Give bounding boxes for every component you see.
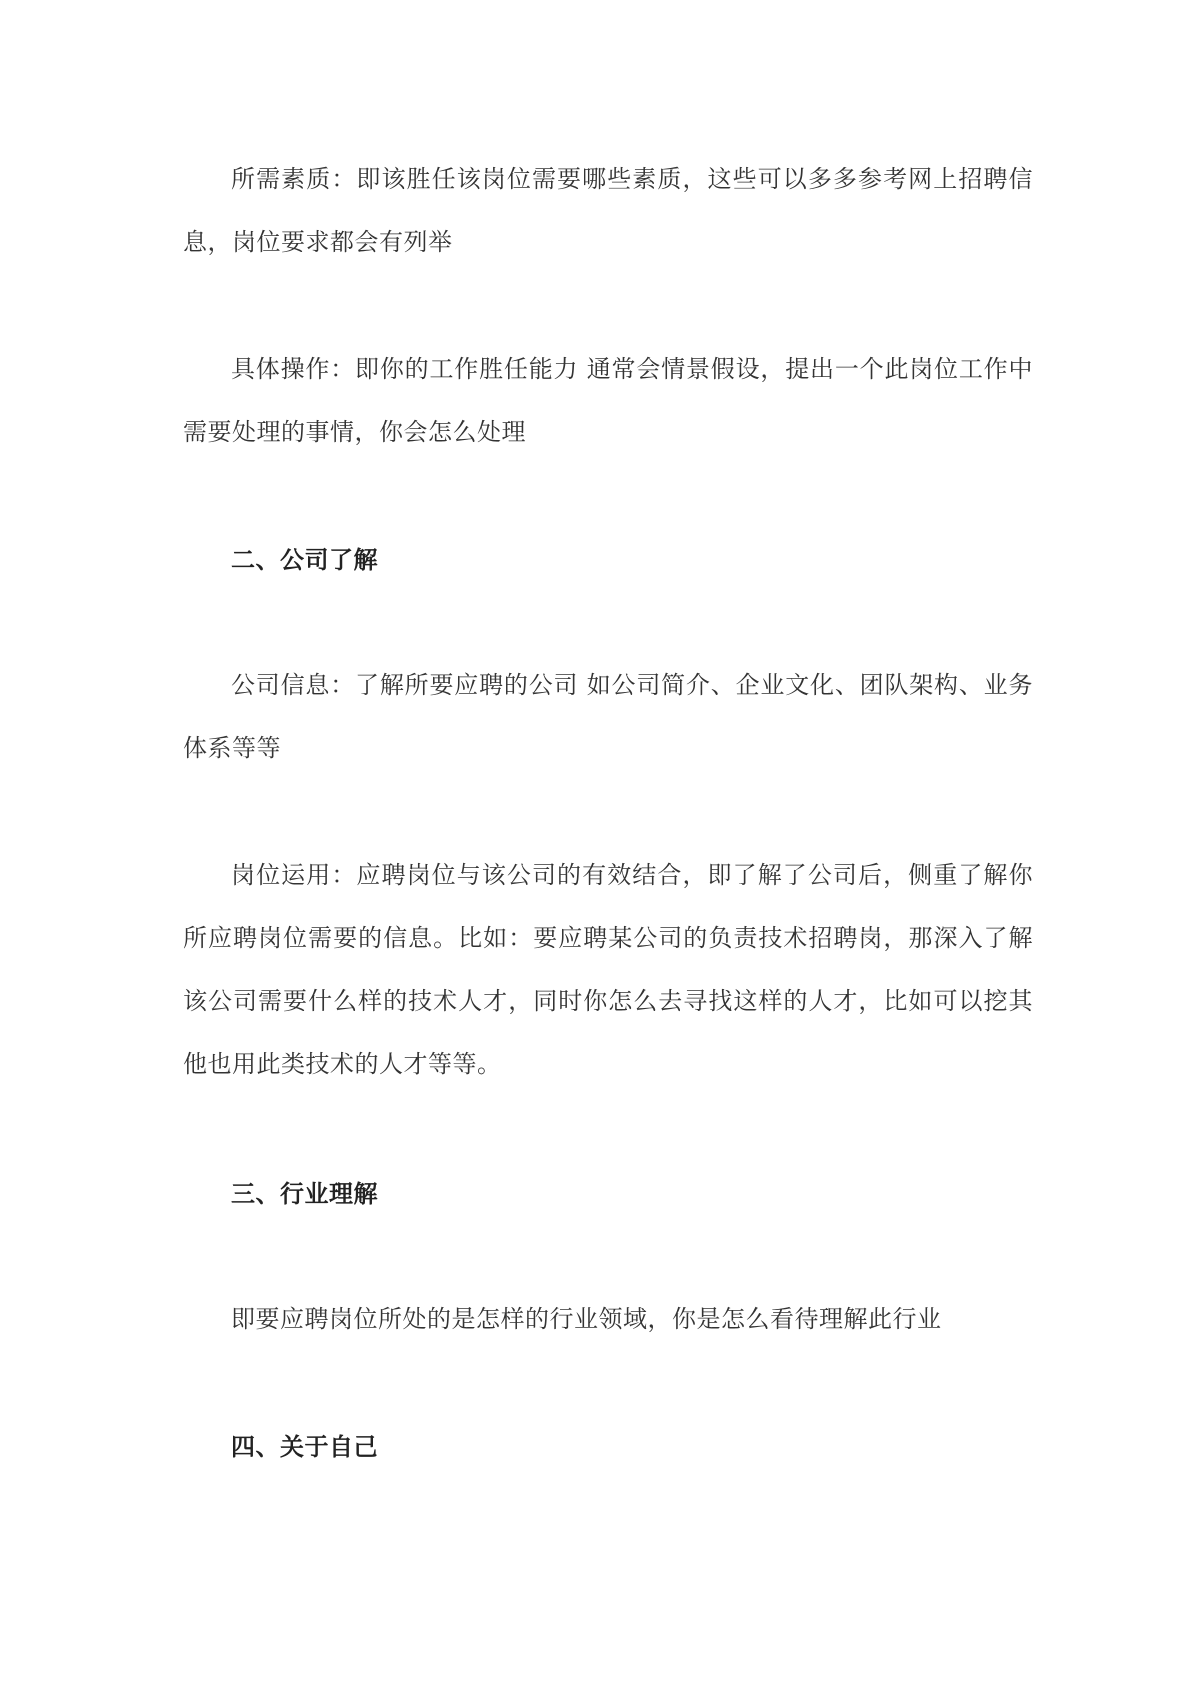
paragraph-industry: 即要应聘岗位所处的是怎样的行业领域，你是怎么看待理解此行业 [231,1305,942,1333]
section-heading-industry-understanding: 三、行业理解 [231,1180,378,1208]
section-heading-company-understanding: 二、公司了解 [231,546,378,574]
paragraph-position-application: 岗位运用：应聘岗位与该公司的有效结合，即了解了公司后，侧重了解你所应聘岗位需要的信息。比如：要应聘某公司的负责技术招聘岗，那深入了解该公司需要什么样的技术人才，同时你怎么去寻找这样的人才，比如可以挖其他也用此类技术的人才等等。 [183,861,1033,1078]
section-heading-about-self: 四、关于自己 [231,1433,378,1461]
paragraph-company-info: 公司信息：了解所要应聘的公司 如公司简介、企业文化、团队架构、业务体系等等 [183,671,1033,762]
paragraph-specific-operations: 具体操作：即你的工作胜任能力 通常会情景假设，提出一个此岗位工作中需要处理的事情，你会怎么处理 [183,355,1033,446]
paragraph-required-qualities: 所需素质：即该胜任该岗位需要哪些素质，这些可以多多参考网上招聘信息，岗位要求都会有列举 [183,165,1033,256]
